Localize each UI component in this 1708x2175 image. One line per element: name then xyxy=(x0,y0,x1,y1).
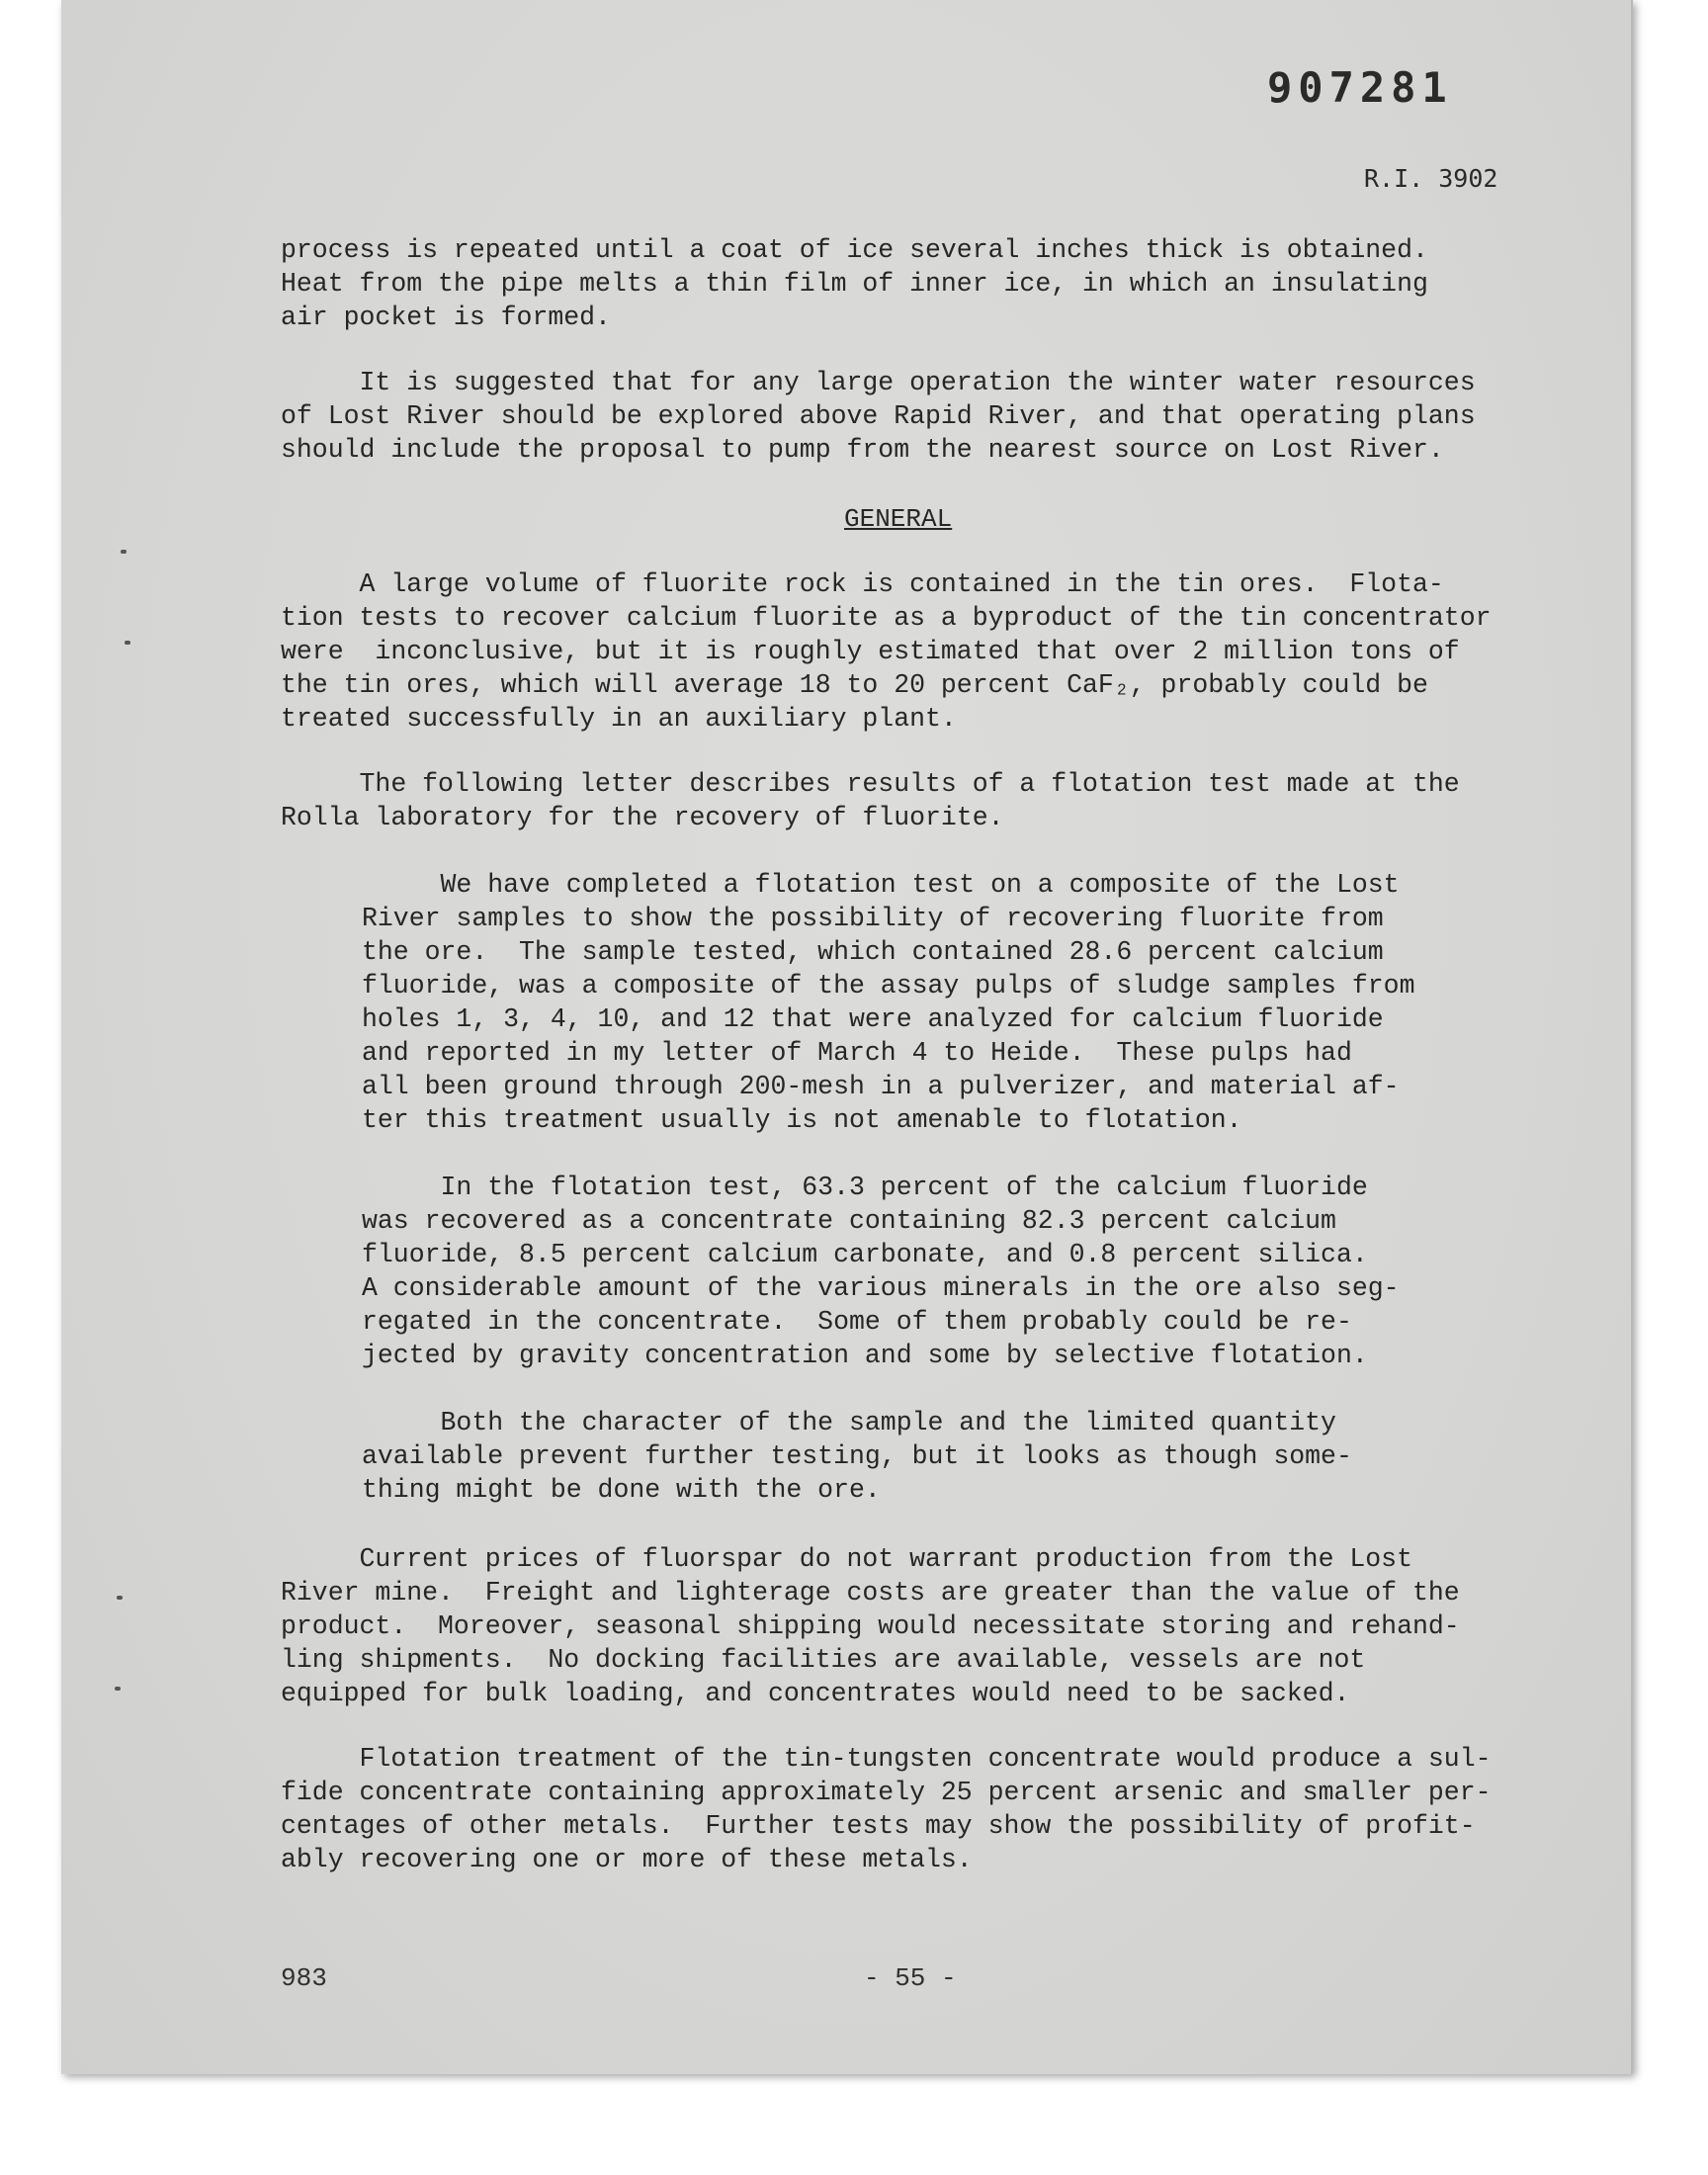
paragraph-tin-tungsten: Flotation treatment of the tin-tungsten concentrate would produce a sul- fide concentrate containing approximately 25 percent arsenic and smaller per- centages of other metals. Further tests may show the possibility of profit- ably recovering one or more of these metals. xyxy=(281,1744,1492,1874)
document-page xyxy=(61,0,1633,2074)
footer-code: 983 xyxy=(281,1963,327,1993)
quote-further-testing: Both the character of the sample and the limited quantity available prevent further testing, but it looks as though some- thing might be done with the ore. xyxy=(362,1408,1352,1505)
bleed-through-text xyxy=(318,79,628,146)
quote-flotation-test: We have completed a flotation test on a composite of the Lost River samples to show the possibility of recovering fluorite from the ore. The sample tested, which contained 28.6 percent calcium fluoride, was a composite of the assay pulps of sludge samples from holes 1, 3, 4, 10, and 12 that were analyzed for calcium fluoride and reported in my letter of March 4 to Heide. These pulps had all been ground through 200-mesh in a pulverizer, and material af- ter this treatment usually is not amenable to flotation. xyxy=(362,870,1415,1135)
section-heading: GENERAL xyxy=(844,504,953,534)
paragraph-ice-process: process is repeated until a coat of ice several inches thick is obtained. Heat from the pipe melts a thin film of inner ice, in which an insulating air pocket is formed. xyxy=(281,235,1428,332)
specks xyxy=(125,641,130,645)
specks xyxy=(115,1687,121,1691)
report-id: R.I. 3902 xyxy=(1364,164,1498,193)
paragraph-water-resources: It is suggested that for any large operation the winter water resources of Lost River should be explored above Rapid River, and that operating plans should include the proposal to pump from the nearest source on Lost River. xyxy=(281,368,1476,465)
quote-flotation-results: In the flotation test, 63.3 percent of the calcium fluoride was recovered as a concentrate containing 82.3 percent calcium fluoride, 8.5 percent calcium carbonate, and 0.8 percent silica. A considerable amount of the various minerals in the ore also seg- regated in the concentrate. Some of them probably could be re- jected by gravity concentration and some by selective flotation. xyxy=(362,1173,1400,1370)
specks xyxy=(117,1596,123,1600)
paragraph-fluorspar-prices: Current prices of fluorspar do not warrant production from the Lost River mine. Freight and lighterage costs are greater than the value of the product. Moreover, seasonal shipping would necessitate storing and rehand- ling shipments. No docking facilities are available, vessels are not equipped for bulk loading, and concentrates would need to be sacked. xyxy=(281,1544,1460,1708)
paragraph-fluorite-rock: A large volume of fluorite rock is contained in the tin ores. Flota- tion tests to recover calcium fluorite as a byproduct of the tin concentrator were inconclusive, but it is roughly estimated that over 2 million tons of the tin ores, which will average 18 to 20 percent CaF₂, probably could be treated successfully in an auxiliary plant. xyxy=(281,569,1492,734)
paragraph-letter-intro: The following letter describes results of a flotation test made at the Rolla laboratory for the recovery of fluorite. xyxy=(281,769,1460,832)
page-number: - 55 - xyxy=(864,1963,957,1993)
document-number: 907281 xyxy=(1267,63,1453,112)
specks xyxy=(121,550,127,554)
